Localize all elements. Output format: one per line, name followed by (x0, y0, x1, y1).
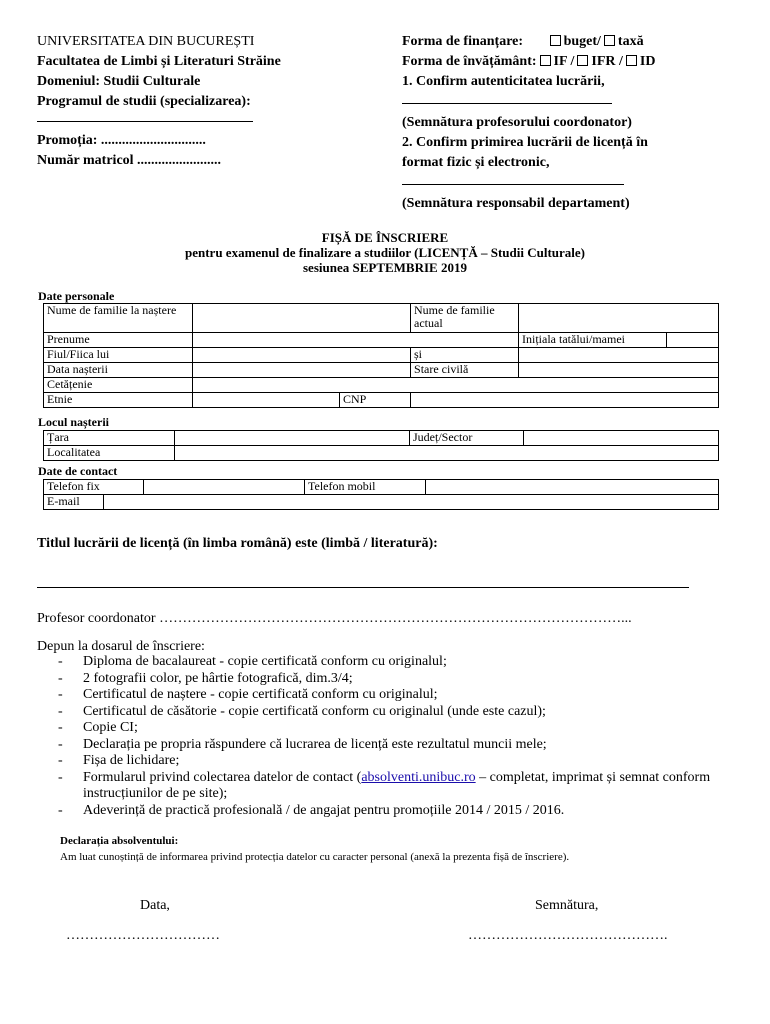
coordinator-signature-label: (Semnătura profesorului coordonator) (402, 115, 632, 130)
documents-intro: Depun la dosarul de înscriere: (37, 639, 205, 654)
input-first-name[interactable] (193, 333, 519, 348)
program-label: Programul de studii (specializarea): (37, 94, 251, 109)
input-county[interactable] (524, 431, 719, 446)
alumni-site-link[interactable]: absolventi.unibuc.ro (361, 769, 476, 785)
declaration-text: Am luat cunoștință de informarea privind protecția datelor cu caracter personal (anexă la prezenta fișă de înscriere). (60, 851, 570, 863)
contact-form-text-end: – completat, imprimat și semnat conform instrucțiunilor de pe site); (83, 769, 711, 801)
label-parent-initial: Inițiala tatălui/mamei (519, 333, 667, 348)
label-surname-current: Nume de familie actual (411, 304, 519, 333)
faculty-name: Facultatea de Limbi și Literaturi Străine (37, 54, 281, 69)
birthplace-table (43, 430, 719, 461)
checkbox-id[interactable] (626, 55, 637, 66)
financing-row (402, 32, 742, 52)
education-row (402, 52, 742, 72)
thesis-title-label: Titlul lucrării de licență (în limba română) este (limbă / literatură): (37, 536, 438, 551)
input-civil-status[interactable] (519, 363, 719, 378)
input-mobile[interactable] (426, 480, 719, 495)
date-label: Data, (140, 898, 170, 913)
document-item: Diploma de bacalaureat - copie certificată conform cu originalul; (83, 654, 447, 669)
label-mobile: Telefon mobil (305, 480, 426, 495)
document-item: Adeverință de practică profesională / de angajat pentru promoțiile 2014 / 2015 / 2016. (83, 802, 565, 818)
label-first-name: Prenume (44, 333, 193, 348)
personal-data-table (43, 303, 719, 408)
label-landline: Telefon fix (44, 480, 144, 495)
label-surname-birth: Nume de familie la nașterе (44, 304, 193, 333)
label-cnp: CNP (340, 393, 411, 408)
list-item: - Formularul privind colectarea datelor de contact (absolventi.unibuc.ro – completat, imprimat și semnat conform instrucțiunilor de pe site); (58, 769, 711, 801)
program-blank-line[interactable] (37, 112, 253, 122)
document-item: Certificatul de căsătorie - copie certificată conform cu originalul (unde este cazul); (83, 703, 546, 719)
contact-table (43, 479, 719, 510)
personal-data-heading: Date personale (38, 289, 115, 303)
promotion-field[interactable]: Promoția: .............................. (37, 133, 206, 148)
checkbox-ifr[interactable] (577, 55, 588, 66)
date-field[interactable]: …………………………… (66, 928, 220, 943)
header-left (37, 32, 367, 171)
list-item: - Certificatul de căsătorie - copie certificată conform cu originalul (unde este cazul); (58, 703, 546, 719)
checkbox-budget[interactable] (550, 35, 561, 46)
university-name: UNIVERSITATEA DIN BUCUREȘTI (37, 34, 255, 49)
label-locality: Localitatea (44, 446, 175, 461)
input-landline[interactable] (144, 480, 305, 495)
list-item: - Certificatul de naștere - copie certificată conform cu originalul; (58, 687, 438, 702)
input-cnp[interactable] (411, 393, 719, 408)
label-civil-status: Stare civilă (411, 363, 519, 378)
input-email[interactable] (104, 495, 719, 510)
form-title (0, 230, 770, 275)
list-item: - Fișa de lichidare; (58, 753, 180, 768)
form-title-line3: sesiunea SEPTEMBRIE 2019 (303, 260, 467, 275)
list-item: - Diploma de bacalaureat - copie certificată conform cu originalul; (58, 654, 447, 669)
signature-field[interactable]: ……………………………………. (468, 928, 668, 943)
list-item: - 2 fotografii color, pe hârtie fotografică, dim.3/4; (58, 670, 353, 686)
financing-fee-label: taxă (617, 34, 644, 49)
label-child-of: Fiul/Fiica lui (44, 348, 193, 363)
checkbox-fee[interactable] (604, 35, 615, 46)
contact-heading: Date de contact (38, 464, 118, 478)
label-ethnicity: Etnie (44, 393, 193, 408)
input-ethnicity[interactable] (193, 393, 340, 408)
coordinator-field[interactable]: Profesor coordonator ………………………………………………………………………………………... (37, 611, 632, 626)
financing-budget-label: buget/ (563, 34, 601, 49)
edu-id-label: ID (639, 54, 656, 69)
label-email: E-mail (44, 495, 104, 510)
input-country[interactable] (175, 431, 410, 446)
label-country: Țara (44, 431, 175, 446)
label-and: și (411, 348, 519, 363)
input-father[interactable] (193, 348, 411, 363)
header-right (402, 32, 742, 214)
education-label: Forma de învățământ: (402, 54, 537, 69)
edu-if-label: IF / (553, 54, 575, 69)
form-title-line1: FIȘĂ DE ÎNSCRIERE (321, 230, 449, 245)
input-citizenship[interactable] (193, 378, 719, 393)
birthplace-heading: Locul nașterii (38, 415, 109, 429)
document-item: Declarația pe propria răspundere că lucrarea de licență este rezultatul muncii mele; (83, 736, 547, 752)
confirm-receipt-line2: format fizic și electronic, (402, 155, 550, 170)
label-birth-date: Data nașterii (44, 363, 193, 378)
list-item: - Copie CI; (58, 720, 138, 735)
contact-form-text-start: Formularul privind colectarea datelor de contact ( (83, 769, 362, 785)
input-surname-current[interactable] (519, 304, 719, 333)
coordinator-signature-line[interactable] (402, 92, 612, 104)
list-item: - Declarația pe propria răspundere că lucrarea de licență este rezultatul muncii mele; (58, 736, 547, 752)
input-surname-birth[interactable] (193, 304, 411, 333)
document-item: Copie CI; (83, 720, 138, 735)
label-citizenship: Cetățenie (44, 378, 193, 393)
document-item: Fișa de lichidare; (83, 753, 180, 768)
input-locality[interactable] (175, 446, 719, 461)
edu-ifr-label: IFR / (591, 54, 623, 69)
documents-list (58, 654, 748, 819)
department-signature-line[interactable] (402, 173, 624, 185)
signature-label: Semnătura, (535, 898, 599, 913)
matricol-field[interactable]: Număr matricol ........................ (37, 153, 222, 168)
confirm-receipt-line1: 2. Confirm primirea lucrării de licență în (402, 135, 648, 150)
input-parent-initial[interactable] (667, 333, 719, 348)
domain-name: Domeniul: Studii Culturale (37, 74, 201, 89)
declaration-heading: Declarația absolventului: (60, 835, 179, 847)
form-title-line2: pentru examenul de finalizare a studiilor (LICENȚĂ – Studii Culturale) (184, 245, 586, 260)
checkbox-if[interactable] (540, 55, 551, 66)
department-signature-label: (Semnătura responsabil departament) (402, 196, 630, 211)
label-county: Județ/Sector (410, 431, 524, 446)
thesis-title-line[interactable] (37, 587, 689, 588)
financing-label: Forma de finanțare: (402, 34, 524, 49)
list-item: - Adeverință de practică profesională / de angajat pentru promoțiile 2014 / 2015 / 2016. (58, 802, 565, 818)
input-mother[interactable] (519, 348, 719, 363)
confirm-authenticity: 1. Confirm autenticitatea lucrării, (402, 74, 605, 89)
document-item: 2 fotografii color, pe hârtie fotografică, dim.3/4; (83, 670, 353, 686)
document-item: Certificatul de naștere - copie certificată conform cu originalul; (83, 687, 438, 702)
input-birth-date[interactable] (193, 363, 411, 378)
